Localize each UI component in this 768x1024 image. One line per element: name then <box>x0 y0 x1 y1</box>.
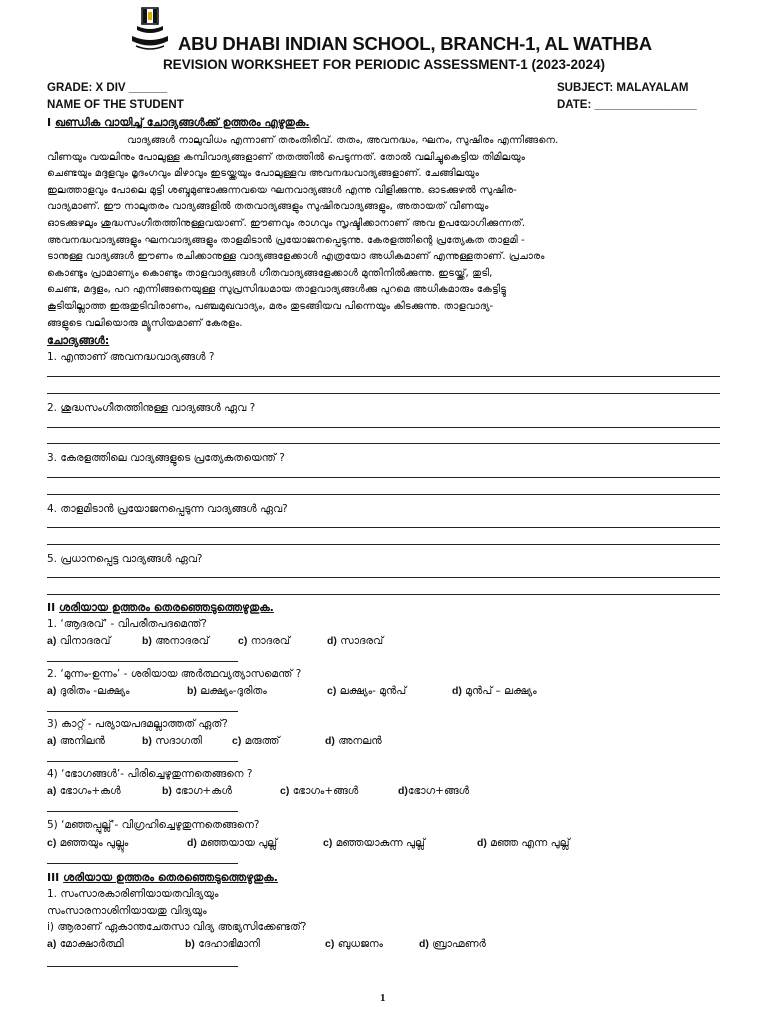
section-1-numeral: I <box>47 116 52 129</box>
option-letter: c) <box>238 635 248 647</box>
option[interactable] <box>47 785 121 798</box>
subject-field: SUBJECT: MALAYALAM <box>557 82 689 94</box>
option-letter: d) <box>187 837 197 849</box>
answer-line[interactable] <box>47 527 720 528</box>
option-text: ലക്ഷ്യം- മുൻപ് <box>339 685 407 697</box>
passage-line: കൊണ്ടും പ്രാമാണ്യം കൊണ്ടും താളവാദ്യങ്ങൾ ഗീതവാദ്യങ്ങളേക്കാൾ മുന്തിനിൽക്കുന്നു. ഇടയ്ക്ക്, തുടി, <box>47 267 493 279</box>
option-text: അനിലൻ <box>59 735 105 747</box>
answer-line[interactable] <box>47 966 238 967</box>
answer-line[interactable] <box>47 661 238 662</box>
option[interactable] <box>47 735 105 748</box>
option-text: മഞ്ഞ എന്ന പുല്ല് <box>490 837 570 849</box>
worksheet-title: REVISION WORKSHEET FOR PERIODIC ASSESSMENT-1 (2023-2024) <box>162 57 606 72</box>
answer-line[interactable] <box>47 544 720 545</box>
option-letter: b) <box>142 635 152 647</box>
option-letter: b) <box>187 685 197 697</box>
answer-line[interactable] <box>47 393 720 394</box>
option-text: ലക്ഷ്യം-ദുരിതം <box>200 685 267 697</box>
section-2-numeral: II <box>47 601 56 614</box>
option[interactable] <box>325 938 383 951</box>
option-letter: d) <box>477 837 487 849</box>
page-number: 1 <box>380 992 386 1004</box>
school-name: ABU DHABI INDIAN SCHOOL, BRANCH-1, AL WATHBA <box>178 33 652 54</box>
questions-heading-label: ചോദ്യങ്ങൾ: <box>47 334 110 347</box>
option-letter: a) <box>47 635 57 647</box>
option-text: ഭോഗം+കൾ <box>59 785 121 797</box>
passage-line: ടാനുള്ള വാദ്യങ്ങൾ ഈണം രചിക്കാനുള്ള വാദ്യങ്ങളേക്കാൾ എത്രയോ അധികമാണ് എന്നുള്ളതാണ്. പ്രചാരം <box>47 251 545 263</box>
section-3-title: ശരിയായ ഉത്തരം തെരഞ്ഞെടുത്തെഴുതുക. <box>63 871 278 884</box>
section-3-numeral: III <box>47 871 60 884</box>
comprehension-question-3: 3. കേരളത്തിലെ വാദ്യങ്ങളുടെ പ്രത്യേകതയെന്ത് ? <box>47 452 285 464</box>
answer-line[interactable] <box>47 443 720 444</box>
passage-line: വാദ്യങ്ങൾ നാലുവിധം എന്നാണ് തരംതിരിവ്. തതം, അവനദ്ധം, ഘനം, സുഷിരം എന്നിങ്ങനെ. <box>127 135 559 146</box>
option-text: ദേഹാഭിമാനി <box>198 938 260 950</box>
answer-line[interactable] <box>47 594 720 595</box>
option-letter: c) <box>323 837 333 849</box>
option[interactable] <box>238 635 290 648</box>
option[interactable] <box>477 837 570 850</box>
option-letter: b) <box>162 785 172 797</box>
mcq-question-3: 3) കാറ്റ് - പര്യായപദമല്ലാത്തത് ഏത്? <box>47 718 228 730</box>
option[interactable] <box>47 685 130 698</box>
option[interactable] <box>280 785 358 798</box>
option[interactable] <box>185 938 260 951</box>
option[interactable] <box>47 938 124 951</box>
answer-line[interactable] <box>47 577 720 578</box>
reading-passage <box>47 133 720 332</box>
option-text: ബുധജനം <box>337 938 384 950</box>
option[interactable] <box>47 837 128 850</box>
section-1-title: ഖണ്ഡിക വായിച്ച് ചോദ്യങ്ങൾക്ക് ഉത്തരം എഴുതുക. <box>54 116 310 129</box>
option[interactable] <box>323 837 425 850</box>
option[interactable] <box>325 735 382 748</box>
option-letter: a) <box>47 938 57 950</box>
option[interactable] <box>327 635 383 648</box>
option-letter: b) <box>185 938 195 950</box>
section-2-heading <box>47 601 274 615</box>
answer-line[interactable] <box>47 811 238 812</box>
questions-heading <box>47 334 109 348</box>
answer-line[interactable] <box>47 711 238 712</box>
option-letter: c) <box>47 837 57 849</box>
option[interactable] <box>142 735 202 748</box>
comprehension-question-4: 4. താളമിടാൻ പ്രയോജനപ്പെടുന്ന വാദ്യങ്ങൾ ഏവ? <box>47 503 288 515</box>
option-text: അനലൻ <box>338 735 382 747</box>
option-text: മഞ്ഞയും പുല്ലും <box>59 837 129 849</box>
option[interactable] <box>232 735 279 748</box>
option-letter: a) <box>47 685 57 697</box>
option-text: മഞ്ഞയായ പുല്ല് <box>200 837 278 849</box>
comprehension-question-1: 1. എന്താണ് അവനദ്ധവാദ്യങ്ങൾ ? <box>47 351 215 363</box>
option-letter: c) <box>327 685 337 697</box>
passage-line: അവനദ്ധവാദ്യങ്ങളും ഘനവാദ്യങ്ങളും താളമിടാൻ പ്രയോജനപ്പെടുന്നു. കേരളത്തിന്റെ പ്രത്യേകത താളമി - <box>47 234 525 246</box>
option-text: നാദരവ് <box>250 635 290 647</box>
option-text: മോക്ഷാർത്ഥി <box>59 938 124 950</box>
option[interactable] <box>419 938 486 951</box>
poem-line-2: സംസാരനാശിനിയായതു വിദ്യയും <box>47 905 207 917</box>
option-letter: d) <box>452 685 462 697</box>
answer-line[interactable] <box>47 376 720 377</box>
option[interactable] <box>327 685 406 698</box>
mcq-question-2: 2. ‘മുന്നം-ഉന്നം’ - ശരിയായ അർത്ഥവ്യത്യാസമെന്ത് ? <box>47 668 302 680</box>
option-text: ഭോഗം+ങ്ങൾ <box>292 785 359 797</box>
option-text: ദുരിതം -ലക്ഷ്യം <box>59 685 130 697</box>
comprehension-question-5: 5. പ്രധാനപ്പെട്ട വാദ്യങ്ങൾ ഏവ? <box>47 553 203 565</box>
section-3-heading <box>47 871 278 885</box>
passage-line: ങ്ങളുടെ വലിയൊരു മ്യൂസിയമാണ് കേരളം. <box>47 317 243 329</box>
option[interactable] <box>398 785 469 798</box>
answer-line[interactable] <box>47 477 720 478</box>
option-text: മുൻപ് – ലക്ഷ്യം <box>465 685 537 697</box>
answer-line[interactable] <box>47 427 720 428</box>
option-text: ഭോഗ+കൾ <box>175 785 232 797</box>
option-text: സദാഗതി <box>155 735 202 747</box>
option-letter: c) <box>232 735 242 747</box>
option-text: വിനാദരവ് <box>59 635 111 647</box>
option-letter: c) <box>280 785 290 797</box>
option-text: ഭോഗ+ങ്ങൾ <box>407 785 470 797</box>
option-text: ബ്രാഹ്മണർ <box>432 938 486 950</box>
option-text: മഞ്ഞയാകുന്ന പുല്ല് <box>335 837 425 849</box>
option[interactable] <box>187 837 277 850</box>
option[interactable] <box>452 685 537 698</box>
option-letter: d) <box>419 938 429 950</box>
passage-line: ചെണ്ടയും മദ്ദളവും മൃദംഗവും മിഴാവും ഇടയ്ക്കയും പോലുള്ളവ അവനദ്ധവാദ്യങ്ങളാണ്. ചേങ്ങിലയും <box>47 168 479 180</box>
student-name-field: NAME OF THE STUDENT <box>47 99 184 111</box>
mcq-question-1: 1. ‘ആദരവ്’ - വിപരീതപദമെന്ത്? <box>47 618 207 630</box>
section-3-question: i) ആരാണ് ഏകാന്തചേതസാ വിദ്യ അഭ്യസിക്കേണ്ടത്? <box>47 921 307 933</box>
option-letter: d) <box>327 635 337 647</box>
passage-line: ചെണ്ട, മദ്ദളം, പറ എന്നിങ്ങനെയുള്ള സുപ്രസിദ്ധമായ താളവാദ്യങ്ങൾക്കു പുറമെ അധികമാരും കേട്ടിട്ടു <box>47 284 507 296</box>
answer-line[interactable] <box>47 761 238 762</box>
school-crest-logo <box>128 6 172 54</box>
comprehension-question-2: 2. ശുദ്ധസംഗീതത്തിനുള്ള വാദ്യങ്ങൾ ഏവ ? <box>47 402 256 414</box>
passage-line: വാദ്യമാണ്. ഈ നാലുതരം വാദ്യങ്ങളിൽ തതവാദ്യങ്ങളും സുഷിരവാദ്യങ്ങളും, അതായത് വീണയും <box>47 201 489 213</box>
date-field: DATE: ________________ <box>557 99 697 111</box>
passage-line: വീണയും വയലിനും പോലുള്ള കമ്പിവാദ്യങ്ങളാണ് തതത്തിൽ പെടുന്നത്. തോൽ വലിച്ചുകെട്ടിയ തിമിലയും <box>47 151 526 163</box>
section-2-title: ശരിയായ ഉത്തരം തെരഞ്ഞെടുത്തെഴുതുക. <box>59 601 274 614</box>
option-letter: d) <box>325 735 335 747</box>
option[interactable] <box>142 635 209 648</box>
option-letter: d) <box>398 785 408 797</box>
option[interactable] <box>187 685 267 698</box>
option-letter: a) <box>47 785 57 797</box>
poem-line-1: 1. സംസാരകാരിണിയായതവിദ്യയും <box>47 888 219 900</box>
answer-line[interactable] <box>47 863 238 864</box>
mcq-question-5: 5) ‘മഞ്ഞപ്പുല്ല്’- വിഗ്രഹിച്ചെഴുതുന്നതെങ്ങനെ? <box>47 819 260 831</box>
passage-line: ഇലത്താളവും പോലെ മുട്ടി ശബ്ദമുണ്ടാക്കുന്നവയെ ഘനവാദ്യങ്ങൾ എന്നു വിളിക്കുന്നു. ഓടക്കുഴൽ സുഷിര- <box>47 184 517 196</box>
option-letter: b) <box>142 735 152 747</box>
option[interactable] <box>162 785 232 798</box>
option-text: മരുത്ത് <box>244 735 280 747</box>
answer-line[interactable] <box>47 494 720 495</box>
section-1-heading <box>47 116 310 130</box>
option-letter: a) <box>47 735 57 747</box>
option[interactable] <box>47 635 110 648</box>
option-letter: c) <box>325 938 335 950</box>
grade-field: GRADE: X DIV ______ <box>47 82 168 94</box>
option-text: സാദരവ് <box>340 635 384 647</box>
passage-line: കൂടിയില്ലാത്ത ഇരുതുടിവിരാണം, പഞ്ചമുഖവാദ്യം, മരം തുടങ്ങിയവ പിന്നെയും കിടക്കുന്നു. താളവാദ്യ- <box>47 300 494 312</box>
passage-line: ഓടക്കുഴലും ശുദ്ധസംഗീതത്തിനുള്ളവയാണ്. ഈണവും രാഗവും സൃഷ്ടിക്കാനാണ് അവ ഉപയോഗിക്കുന്നത്. <box>47 217 526 229</box>
mcq-question-4: 4) ‘ഭോഗങ്ങൾ’- പിരിച്ചെഴുതുന്നതെങ്ങനെ ? <box>47 768 253 780</box>
option-text: അനാദരവ് <box>155 635 209 647</box>
